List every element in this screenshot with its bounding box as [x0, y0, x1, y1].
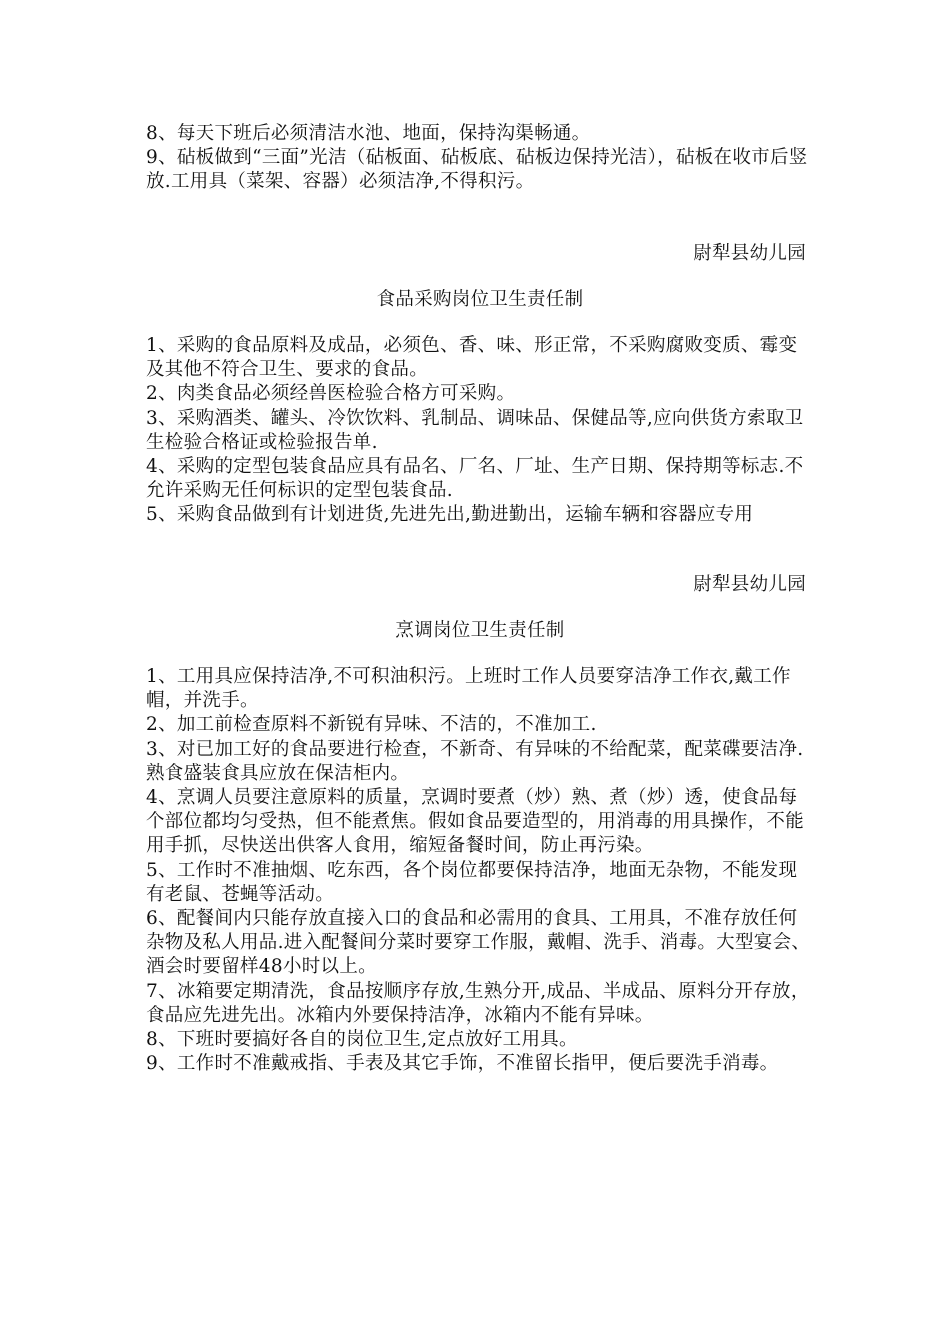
list-item: 3、采购酒类、罐头、冷饮饮料、乳制品、调味品、保健品等,应向供货方索取卫生检验合格证或检验报告单. [146, 407, 804, 453]
list-item: 8、下班时要搞好各自的岗位卫生,定点放好工用具。 [146, 1029, 578, 1051]
list-item: 1、采购的食品原料及成品，必须色、香、味、形正常，不采购腐败变质、霉变及其他不符合卫生、要求的食品。 [146, 335, 798, 381]
list-item: 4、烹调人员要注意原料的质量，烹调时要煮（炒）熟、煮（炒）透，使食品每个部位都均匀受热，但不能煮焦。假如食品要造型的，用消毒的用具操作，不能用手抓，尽快送出供客人食用，缩短备餐时间，防止再污染。 [146, 787, 805, 857]
organization-name: 尉犁县幼儿园 [693, 242, 806, 264]
document-page [146, 122, 814, 1077]
list-item: 5、工作时不准抽烟、吃东西，各个岗位都要保持洁净，地面无杂物，不能发现有老鼠、苍蝇等活动。 [146, 859, 798, 905]
section-previous [146, 122, 814, 195]
section-purchase [146, 242, 814, 528]
section-title: 烹调岗位卫生责任制 [395, 619, 565, 641]
organization-name: 尉犁县幼儿园 [693, 573, 806, 595]
list-item: 2、加工前检查原料不新锐有异味、不洁的，不准加工. [146, 714, 597, 736]
list-item: 1、工用具应保持洁净,不可积油积污。上班时工作人员要穿洁净工作衣,戴工作帽，并洗手。 [146, 666, 791, 712]
section-cooking [146, 573, 814, 1077]
section-title: 食品采购岗位卫生责任制 [376, 288, 584, 310]
list-item: 9、砧板做到“三面”光洁（砧板面、砧板底、砧板边保持光洁），砧板在收市后竖放.工用具（菜架、容器）必须洁净,不得积污。 [146, 147, 808, 193]
list-item: 7、冰箱要定期清洗，食品按顺序存放,生熟分开,成品、半成品、原料分开存放，食品应先进先出。冰箱内外要保持洁净，冰箱内不能有异味。 [146, 980, 810, 1026]
list-item: 8、每天下班后必须清洁水池、地面，保持沟渠畅通。 [146, 123, 591, 144]
list-item: 4、采购的定型包装食品应具有品名、厂名、厂址、生产日期、保持期等标志.不允许采购无任何标识的定型包装食品. [146, 456, 804, 502]
list-item: 5、采购食品做到有计划进货,先进先出,勤进勤出，运输车辆和容器应专用 [146, 504, 754, 526]
list-item: 9、工作时不准戴戒指、手表及其它手饰，不准留长指甲，便后要洗手消毒。 [146, 1053, 779, 1075]
list-item: 6、配餐间内只能存放直接入口的食品和必需用的食具、工用具，不准存放任何杂物及私人用品.进入配餐间分菜时要穿工作服，戴帽、洗手、消毒。大型宴会、酒会时要留样48小时以上。 [146, 908, 811, 978]
list-item: 3、对已加工好的食品要进行检查，不新奇、有异味的不给配菜，配菜碟要洁净.熟食盛装食具应放在保洁柜内。 [146, 738, 804, 784]
list-item: 2、肉类食品必须经兽医检验合格方可采购。 [146, 383, 516, 405]
